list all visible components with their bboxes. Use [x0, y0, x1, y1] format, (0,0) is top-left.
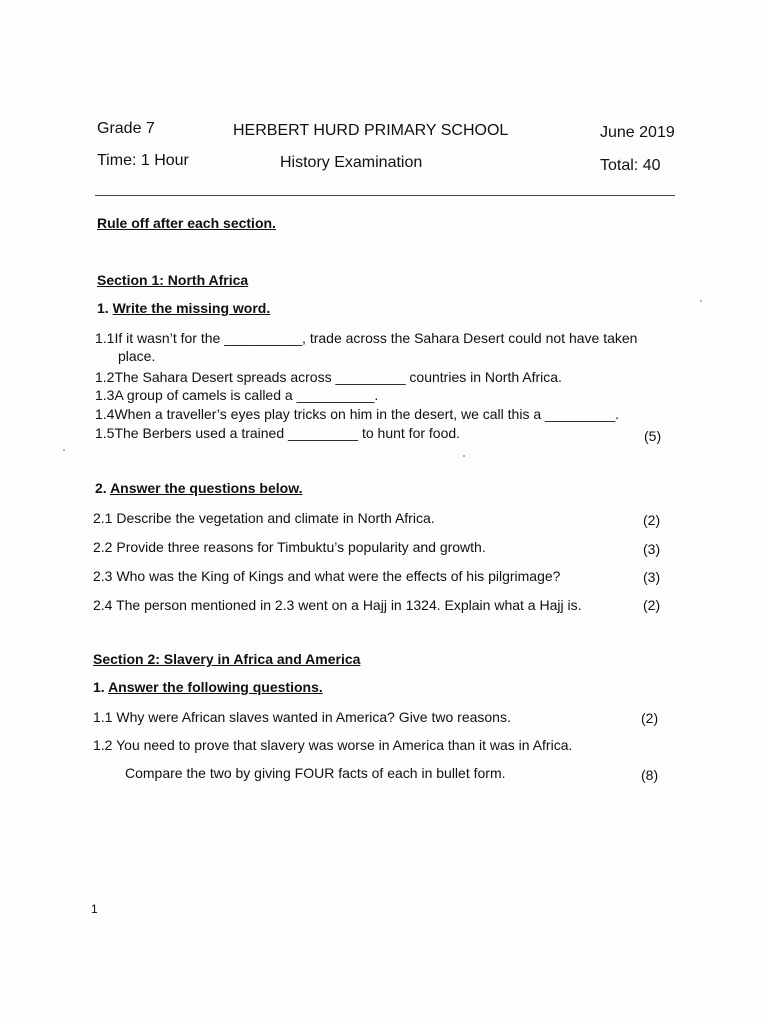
question-text: The Sahara Desert spreads across _________ countries in North Africa. — [114, 369, 562, 385]
question-2-4-marks: (2) — [643, 597, 661, 613]
school-name: HERBERT HURD PRIMARY SCHOOL — [233, 122, 509, 139]
time-label: Time: 1 Hour — [97, 152, 189, 169]
question-2-2: 2.2 Provide three reasons for Timbuktu’s popularity and growth. — [93, 539, 486, 555]
question-number: 1.2 — [95, 369, 115, 385]
scan-speck — [63, 449, 65, 451]
question-2-3: 2.3 Who was the King of Kings and what were the effects of his pilgrimage? — [93, 568, 561, 584]
s2-q1-heading-text: Answer the following questions. — [108, 679, 323, 695]
question-text: When a traveller’s eyes play tricks on him in the desert, we call this a _________. — [114, 406, 619, 422]
question-1-3 — [95, 387, 378, 403]
question-1-1-cont: place. — [118, 348, 156, 364]
s2-question-1-2-marks: (8) — [641, 767, 659, 783]
question-2-2-marks: (3) — [643, 541, 661, 557]
question-1-5 — [95, 425, 460, 441]
total-marks: Total: 40 — [600, 157, 661, 174]
question-text: If it wasn’t for the __________, trade across the Sahara Desert could not have taken — [114, 330, 638, 346]
question-1-4 — [95, 406, 619, 422]
question-1-2 — [95, 369, 562, 385]
scan-speck — [463, 455, 465, 457]
header-divider — [95, 195, 675, 196]
question-number: 1.5 — [95, 425, 115, 441]
question-number: 1.4 — [95, 406, 115, 422]
q2-heading-text: Answer the questions below. — [110, 480, 303, 496]
page-number: 1 — [91, 902, 98, 916]
section1-q1-heading — [97, 300, 270, 316]
question-text: A group of camels is called a __________. — [114, 387, 379, 403]
exam-date: June 2019 — [600, 124, 675, 141]
section2-title: Section 2: Slavery in Africa and America — [93, 651, 361, 667]
q1-heading-text: Write the missing word. — [112, 300, 271, 316]
question-2-4: 2.4 The person mentioned in 2.3 went on a Hajj in 1324. Explain what a Hajj is. — [93, 597, 582, 613]
question-text: The Berbers used a trained _________ to hunt for food. — [114, 425, 461, 441]
question-number: 1.3 — [95, 387, 115, 403]
section1-q1-marks: (5) — [644, 428, 662, 444]
section1-q2-heading — [95, 480, 302, 496]
s2-question-1-2-cont: Compare the two by giving FOUR facts of each in bullet form. — [125, 765, 506, 781]
s2-question-1-1-marks: (2) — [641, 710, 659, 726]
s2-question-1-2: 1.2 You need to prove that slavery was worse in America than it was in Africa. — [93, 737, 573, 753]
s2-q1-number: 1. — [93, 679, 105, 695]
question-2-3-marks: (3) — [643, 569, 661, 585]
q1-number: 1. — [97, 300, 109, 316]
question-2-1: 2.1 Describe the vegetation and climate in North Africa. — [93, 510, 435, 526]
instruction-text: Rule off after each section. — [97, 215, 276, 231]
question-1-1 — [95, 330, 637, 346]
scan-speck — [700, 300, 702, 302]
s2-question-1-1: 1.1 Why were African slaves wanted in America? Give two reasons. — [93, 709, 511, 725]
section2-q1-heading — [93, 679, 323, 695]
section1-title: Section 1: North Africa — [97, 272, 249, 288]
question-2-1-marks: (2) — [643, 512, 661, 528]
grade-label: Grade 7 — [97, 120, 155, 137]
q2-number: 2. — [95, 480, 107, 496]
exam-title: History Examination — [280, 154, 423, 171]
question-number: 1.1 — [95, 330, 115, 346]
